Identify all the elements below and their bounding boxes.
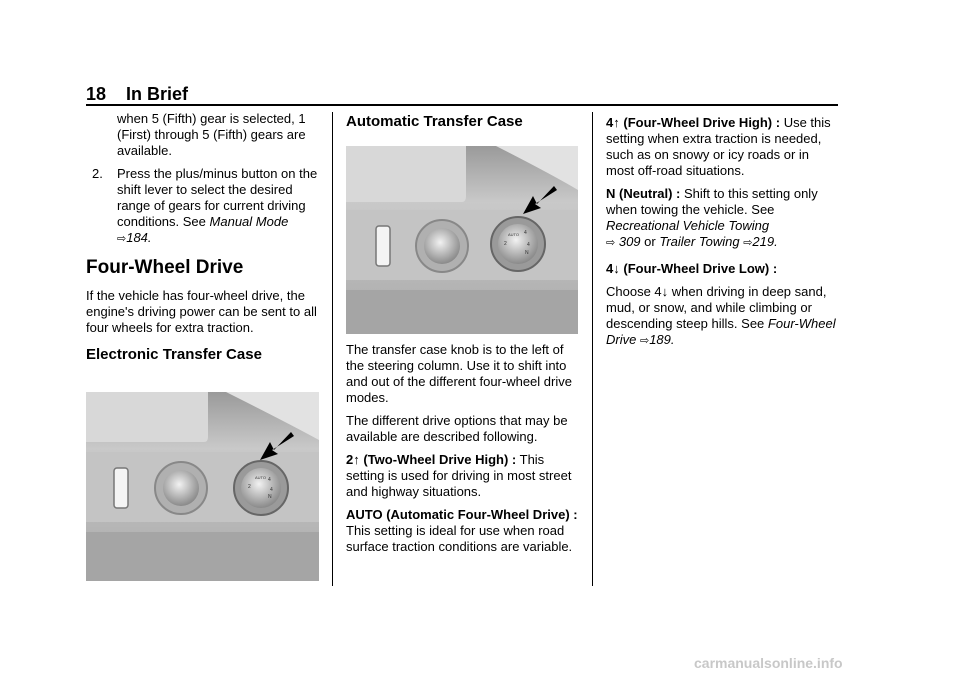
manual-mode-link[interactable]: Manual Mode xyxy=(209,214,289,229)
option-4l-heading xyxy=(606,261,838,277)
knob2-label-auto: AUTO xyxy=(508,232,520,237)
rv-towing-page[interactable]: 309 xyxy=(618,234,641,249)
knob-label-2: 2 xyxy=(248,484,251,490)
rv-towing-link[interactable]: Recreational Vehicle Towing xyxy=(606,218,770,233)
knob-label-n: N xyxy=(268,494,272,500)
option-auto-text: This setting is ideal for use when road surface traction conditions are variable. xyxy=(346,523,573,554)
step-2-text: Press the plus/minus button on the shift lever to select the desired range of gears for current driving conditions. See xyxy=(117,166,318,229)
knob-label-4l: 4 xyxy=(270,487,273,493)
knob-location-para: The transfer case knob is to the left of the steering column. Use it to shift into and out of the different four-wheel drive modes. xyxy=(346,342,572,405)
page-ref-icon-3: ⇨ xyxy=(743,237,753,249)
option-auto xyxy=(346,507,582,555)
up-arrow-icon: ↑ xyxy=(353,452,360,467)
knob2-label-2: 2 xyxy=(504,241,507,247)
see-label-2: See xyxy=(741,316,765,331)
intro-text: when 5 (Fifth) gear is selected, 1 (First) through 5 (Fifth) gears are available. xyxy=(117,111,306,158)
column-divider-1 xyxy=(332,112,333,586)
column-2 xyxy=(346,111,582,139)
option-4l-body: Choose 4↓ when driving in deep sand, mud, or snow, and while climbing or descending steep hills. See Four-Wheel Drive ⇨189. xyxy=(606,284,836,347)
option-auto-title: AUTO (Automatic Four-Wheel Drive) : xyxy=(346,507,578,522)
knob-label-4h: 4 xyxy=(268,477,271,483)
section-title: In Brief xyxy=(126,84,189,104)
step-2-number: 2. xyxy=(92,166,103,181)
electronic-transfer-case-photo xyxy=(86,392,319,581)
knob2-label-4h: 4 xyxy=(524,230,527,236)
option-n-text: Shift to this setting only when towing the vehicle. xyxy=(606,186,818,217)
option-4l-text: when driving in deep sand, mud, or snow, and while climbing or descending steep hills. xyxy=(606,284,827,331)
or-label: or xyxy=(644,234,656,249)
option-4l-pre: Choose 4 xyxy=(606,284,662,299)
four-wheel-drive-heading: Four-Wheel Drive xyxy=(86,257,244,278)
four-wheel-drive-link[interactable]: Four-Wheel Drive xyxy=(606,316,836,347)
knob-label-auto: AUTO xyxy=(255,475,267,480)
column-1 xyxy=(86,111,322,372)
option-4l-title: (Four-Wheel Drive Low) : xyxy=(623,261,778,276)
down-arrow-icon-2: ↓ xyxy=(661,284,669,299)
automatic-transfer-case-heading: Automatic Transfer Case xyxy=(346,113,523,130)
watermark: carmanualsonline.info xyxy=(694,655,843,671)
electronic-transfer-case-heading: Electronic Transfer Case xyxy=(86,346,262,363)
see-label: See xyxy=(751,202,775,217)
option-neutral: N (Neutral) : Shift to this setting only when towing the vehicle. See Recreational Vehicle Towing ⇨ 309 or Trailer Towing ⇨219. xyxy=(606,186,818,249)
column-3 xyxy=(606,115,838,356)
automatic-transfer-case-photo xyxy=(346,146,578,334)
four-wheel-drive-page[interactable]: 189 xyxy=(649,332,671,347)
column-divider-2 xyxy=(592,112,593,586)
option-4h-title: (Four-Wheel Drive High) : xyxy=(623,115,781,130)
knob2-label-n: N xyxy=(525,250,529,256)
option-n-title: N (Neutral) : xyxy=(606,186,681,201)
option-2h xyxy=(346,452,582,500)
option-4h xyxy=(606,115,838,179)
four-wheel-drive-para: If the vehicle has four-wheel drive, the engine's driving power can be sent to all four wheels for extra traction. xyxy=(86,288,317,335)
column-2-body xyxy=(346,342,582,562)
trailer-towing-page[interactable]: 219 xyxy=(752,234,775,249)
drive-options-para: The different drive options that may be available are described following. xyxy=(346,413,568,444)
trailer-towing-link[interactable]: Trailer Towing xyxy=(659,234,740,249)
page-ref-icon: ⇨ xyxy=(117,233,127,245)
option-2h-label: 2 xyxy=(346,452,354,467)
page-header xyxy=(86,84,188,105)
up-arrow-icon-2: ↑ xyxy=(613,115,620,130)
knob2-label-4l: 4 xyxy=(527,242,530,248)
page-ref-icon-2: ⇨ xyxy=(606,237,616,249)
manual-mode-page[interactable]: 184 xyxy=(126,230,148,245)
option-4l-label: 4 xyxy=(606,261,614,276)
step-2: 2. Press the plus/minus button on the shift lever to select the desired range of gears for current driving conditions. See Manual Mode ⇨184. xyxy=(92,166,318,245)
page-ref-icon-4: ⇨ xyxy=(639,335,650,347)
option-4h-label: 4 xyxy=(606,115,614,130)
page-number: 18 xyxy=(86,84,107,104)
option-2h-text: This setting is used for driving in most street and highway situations. xyxy=(346,452,572,499)
option-2h-title: (Two-Wheel Drive High) : xyxy=(363,452,517,467)
header-rule xyxy=(86,104,838,106)
option-4h-text: Use this setting when extra traction is needed, such as on snowy or icy roads or in most off-road situations. xyxy=(606,115,831,178)
down-arrow-icon: ↓ xyxy=(613,261,620,276)
